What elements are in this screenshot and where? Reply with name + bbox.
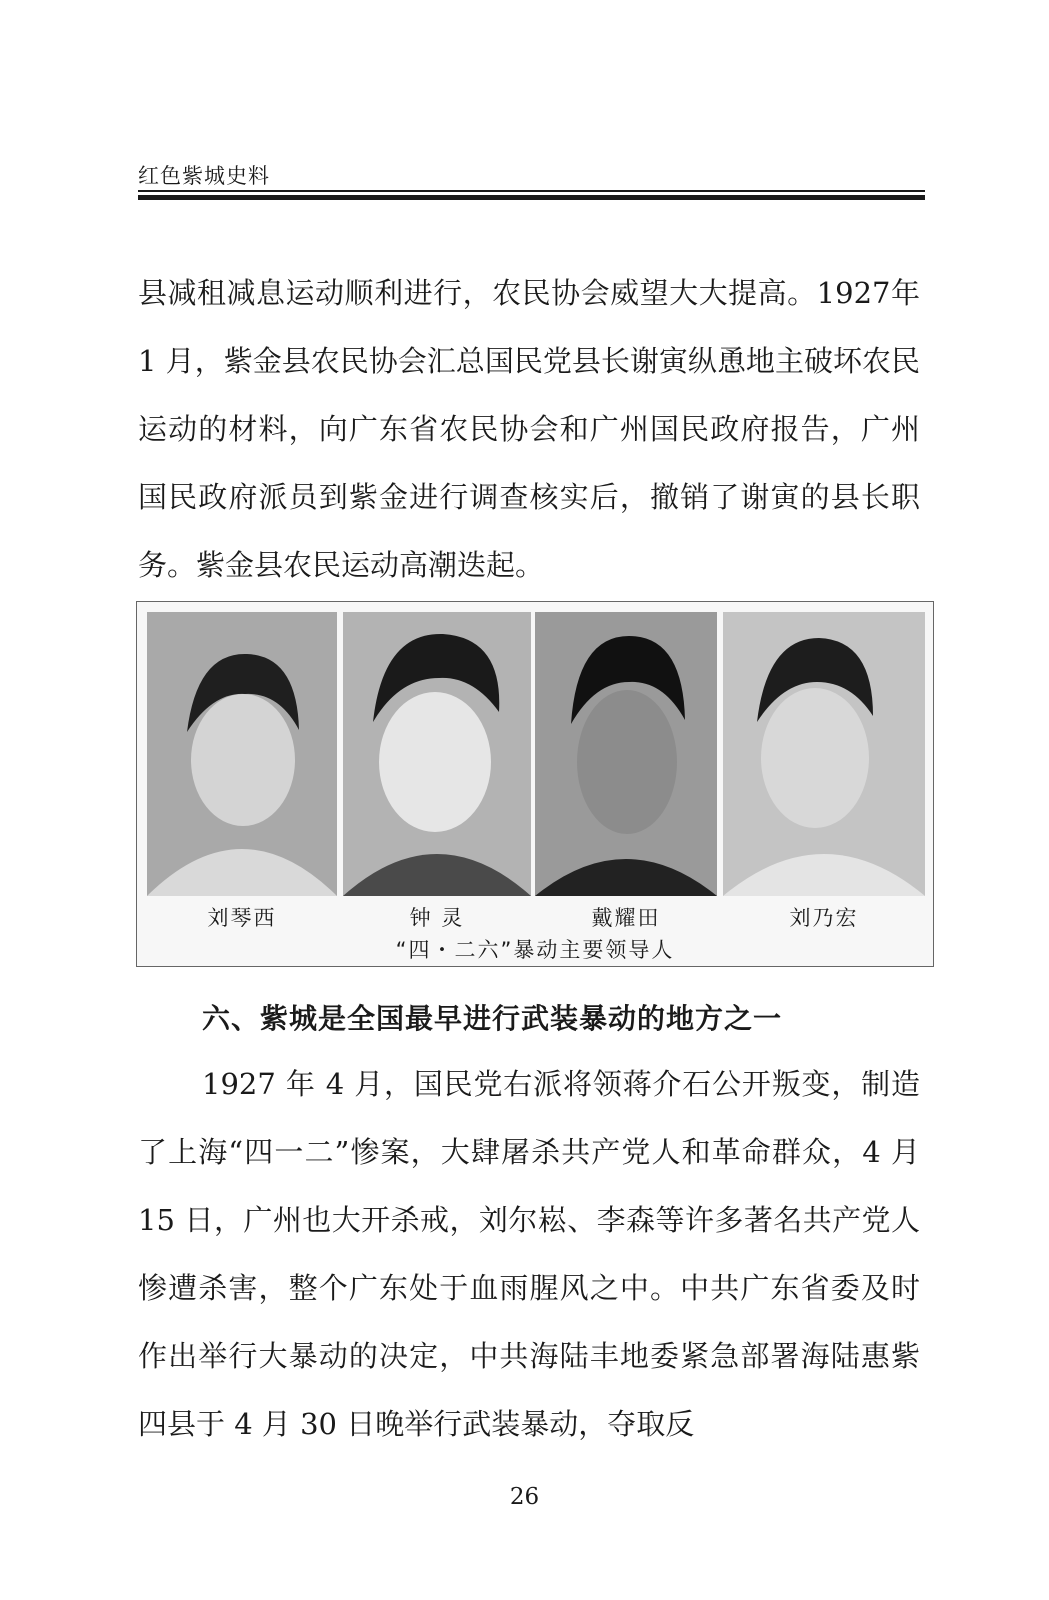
section-heading: 六、紫城是全国最早进行武装暴动的地方之一 [202,1002,783,1035]
body-paragraph-1: 县减租减息运动顺利进行，农民协会威望大大提高。1927年 1 月，紫金县农民协会汇总国民党县长谢寅纵恿地主破坏农民运动的材料，向广东省农民协会和广州国民政府报告，广州国民政府派员到紫金进行调查核实后，撤销了谢寅的县长职务。紫金县农民运动高潮迭起。 [138,276,920,582]
portrait-photo [343,612,531,896]
portrait-photo [723,612,925,896]
portrait-name: 刘乃宏 [789,906,859,930]
body-paragraph-2: 1927 年 4 月，国民党右派将领蒋介石公开叛变，制造了上海“四一二”惨案，大肆屠杀共产党人和革命群众，4 月 15 日，广州也大开杀戒，刘尔崧、李森等许多著名共产党人惨遭杀害，整个广东处于血雨腥风之中。中共广东省委及时作出举行大暴动的决定，中共海陆丰地委紧急部署海陆惠紫四县于 4 月 30 日晚举行武装暴动，夺取反 [138,1067,920,1441]
header-rule-thin [138,190,925,192]
portrait-name: 戴耀田 [591,906,661,930]
portrait-photo [147,612,337,896]
portrait-photo [535,612,717,896]
portrait-name: 刘琴西 [207,906,277,930]
portrait-figure [136,601,934,967]
figure-caption: “四・二六”暴动主要领导人 [395,938,675,962]
portrait-name: 钟 灵 [409,906,465,930]
header-rule-thick [138,195,925,200]
book-title: 红色紫城史料 [138,164,270,188]
page-number: 26 [509,1484,540,1510]
